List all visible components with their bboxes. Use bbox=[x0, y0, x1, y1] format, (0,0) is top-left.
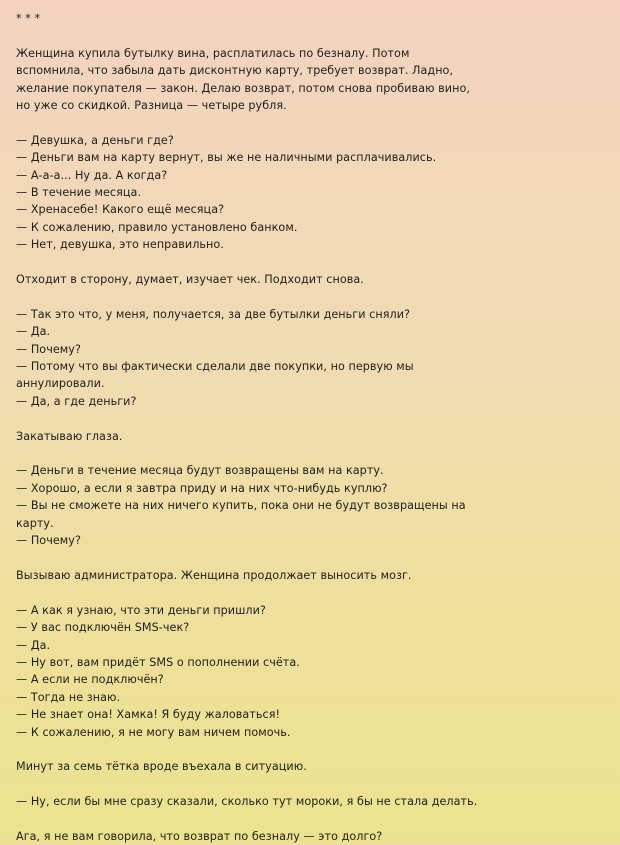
paragraph-gap bbox=[16, 445, 606, 462]
paragraph-gap bbox=[16, 288, 606, 305]
text-line: карту. bbox=[16, 516, 54, 530]
text-line: — К сожалению, правило установлено банком. bbox=[16, 220, 298, 234]
text-line: — В течение месяца. bbox=[16, 186, 142, 200]
text-line: — У вас подключён SMS-чек? bbox=[16, 621, 190, 635]
text-line: аннулировали. bbox=[16, 377, 105, 391]
text-line: — Тогда не знаю. bbox=[16, 690, 121, 704]
text-line: вспомнила, что забыла дать дисконтную карту, требует возврат. Ладно, bbox=[16, 64, 454, 78]
paragraph bbox=[16, 462, 606, 549]
text-line: — Не знает она! Хамка! Я буду жаловаться! bbox=[16, 708, 281, 722]
paragraph-gap bbox=[16, 741, 606, 758]
paragraph bbox=[16, 132, 606, 254]
text-line: — Да. bbox=[16, 638, 51, 652]
text-line: Вызываю администратора. Женщина продолжает выносить мозг. bbox=[16, 568, 412, 582]
text-line: — Ну вот, вам придёт SMS о пополнении счёта. bbox=[16, 655, 300, 669]
paragraph bbox=[16, 758, 606, 775]
paragraph-gap bbox=[16, 27, 606, 44]
text-line: Отходит в сторону, думает, изучает чек. Подходит снова. bbox=[16, 273, 364, 287]
paragraph bbox=[16, 793, 606, 810]
paragraph bbox=[16, 271, 606, 288]
text-line: — Девушка, а деньги где? bbox=[16, 133, 174, 147]
text-line: — Хренасебе! Какого ещё месяца? bbox=[16, 203, 225, 217]
paragraph-gap bbox=[16, 811, 606, 828]
paragraph-gap bbox=[16, 410, 606, 427]
text-line: Закатываю глаза. bbox=[16, 429, 123, 443]
text-line: — А если не подключён? bbox=[16, 673, 164, 687]
paragraph bbox=[16, 45, 606, 115]
paragraph-gap bbox=[16, 584, 606, 601]
paragraph bbox=[16, 828, 606, 845]
text-line: — Деньги в течение месяца будут возвращены вам на карту. bbox=[16, 464, 384, 478]
separator: * * * bbox=[16, 12, 41, 25]
text-line: — Вы не сможете на них ничего купить, пока они не будут возвращены на bbox=[16, 499, 466, 513]
paragraph bbox=[16, 428, 606, 445]
text-line: — Деньги вам на карту вернут, вы же не наличными расплачивались. bbox=[16, 151, 437, 165]
text-line: — Ну, если бы мне сразу сказали, сколько тут мороки, я бы не стала делать. bbox=[16, 795, 478, 809]
paragraph-gap bbox=[16, 114, 606, 131]
text-line: — Так это что, у меня, получается, за две бутылки деньги сняли? bbox=[16, 307, 411, 321]
text-line: Минут за семь тётка вроде въехала в ситуацию. bbox=[16, 760, 307, 774]
paragraph-gap bbox=[16, 776, 606, 793]
paragraph bbox=[16, 567, 606, 584]
story-body bbox=[16, 45, 606, 845]
text-line: — А-а-а... Ну да. А когда? bbox=[16, 168, 168, 182]
paragraph-gap bbox=[16, 550, 606, 567]
text-line: — Нет, девушка, это неправильно. bbox=[16, 238, 224, 252]
text-line: — Потому что вы фактически сделали две покупки, но первую мы bbox=[16, 360, 414, 374]
text-line: — Хорошо, а если я завтра приду и на них что-нибудь куплю? bbox=[16, 481, 388, 495]
text-line: Женщина купила бутылку вина, расплатилась по безналу. Потом bbox=[16, 46, 410, 60]
text-line: — Почему? bbox=[16, 342, 81, 356]
text-line: — К сожалению, я не могу вам ничем помочь. bbox=[16, 725, 291, 739]
text-line: Ага, я не вам говорила, что возврат по безналу — это долго? bbox=[16, 829, 383, 843]
text-line: желание покупателя — закон. Делаю возврат, потом снова пробиваю вино, bbox=[16, 81, 470, 95]
paragraph bbox=[16, 602, 606, 741]
text-line: — Почему? bbox=[16, 534, 81, 548]
text-line: — Да. bbox=[16, 325, 51, 339]
text-line: но уже со скидкой. Разница — четыре рубля. bbox=[16, 99, 287, 113]
paragraph bbox=[16, 306, 606, 410]
paragraph-gap bbox=[16, 254, 606, 271]
text-line: — А как я узнаю, что эти деньги пришли? bbox=[16, 603, 266, 617]
text-line: — Да, а где деньги? bbox=[16, 394, 137, 408]
